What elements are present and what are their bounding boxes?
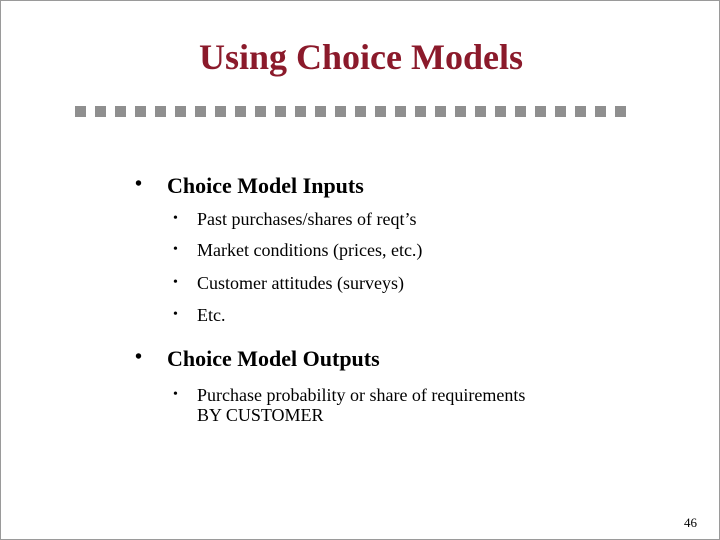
slide: Using Choice Models • Choice Model Inputs • Past purchases/shares of reqt’s • Market conditions (prices, etc.) • Customer attitudes (surveys) • Etc. • Choice Model Outputs • Purchase probability or share of requirements BY CUSTOMER 46: [0, 0, 720, 540]
bullet-icon: •: [173, 211, 178, 226]
bullet-icon: •: [173, 275, 178, 290]
slide-title: Using Choice Models: [199, 37, 523, 77]
dotted-divider: [75, 106, 626, 118]
bullet-icon: •: [135, 173, 143, 195]
bullet-icon: •: [173, 387, 178, 402]
page-number: 46: [684, 515, 697, 530]
bullet-icon: •: [173, 242, 178, 257]
bullet-icon: •: [173, 307, 178, 322]
bullet-icon: •: [135, 346, 143, 368]
